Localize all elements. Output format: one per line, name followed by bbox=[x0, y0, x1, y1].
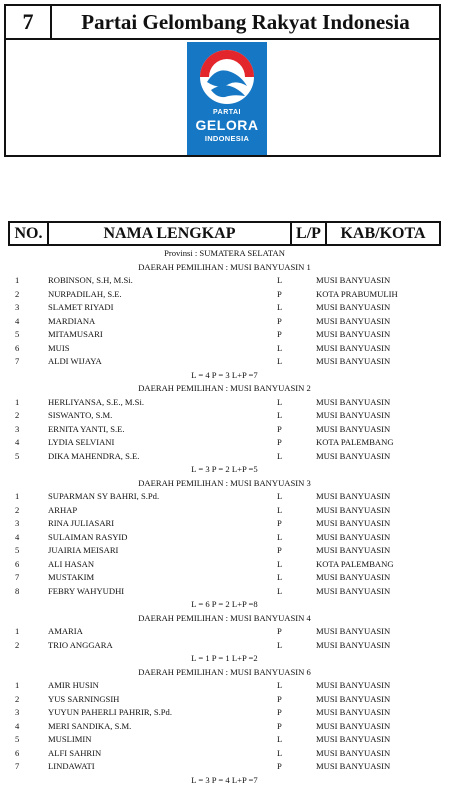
candidate-regency: KOTA PRABUMULIH bbox=[316, 288, 398, 299]
row-number: 4 bbox=[15, 315, 20, 326]
candidate-name: AMARIA bbox=[48, 626, 83, 636]
candidate-name: MUSTAKIM bbox=[48, 572, 95, 582]
row-number: 1 bbox=[15, 275, 20, 285]
candidate-name: LYDIA SELVIANI bbox=[48, 437, 115, 447]
table-row bbox=[0, 639, 449, 653]
row-number: 5 bbox=[15, 545, 20, 555]
candidate-regency: MUSI BANYUASIN bbox=[316, 302, 391, 312]
row-number: 2 bbox=[15, 693, 20, 704]
candidate-name: NURPADILAH, S.E. bbox=[48, 288, 122, 299]
table-row bbox=[0, 490, 449, 504]
candidate-name: MITAMUSARI bbox=[48, 329, 103, 339]
candidate-regency: MUSI BANYUASIN bbox=[316, 639, 391, 650]
candidate-regency: MUSI BANYUASIN bbox=[316, 450, 391, 461]
candidate-regency: MUSI BANYUASIN bbox=[316, 410, 391, 420]
candidate-name: ROBINSON, S.H, M.Si. bbox=[48, 275, 133, 285]
candidate-name: YUS SARNINGSIH bbox=[48, 693, 120, 704]
row-number: 4 bbox=[15, 437, 20, 447]
row-number: 5 bbox=[15, 450, 20, 461]
candidate-gender: L bbox=[277, 585, 283, 596]
table-row bbox=[0, 544, 449, 558]
table-row bbox=[0, 328, 449, 342]
candidate-name: SULAIMAN RASYID bbox=[48, 531, 128, 542]
candidate-gender: L bbox=[277, 302, 283, 312]
candidate-gender: P bbox=[277, 693, 282, 704]
district-summary: L = 1 P = 1 L+P =2 bbox=[191, 653, 258, 663]
candidate-gender: L bbox=[277, 531, 283, 542]
candidate-name: HERLIYANSA, S.E., M.Si. bbox=[48, 396, 144, 407]
candidate-gender: L bbox=[277, 572, 283, 582]
candidate-name: SLAMET RIYADI bbox=[48, 302, 114, 312]
row-number: 3 bbox=[15, 302, 20, 312]
district-title: DAERAH PEMILIHAN : MUSI BANYUASIN 6 bbox=[138, 666, 311, 677]
party-number: 7 bbox=[6, 6, 52, 38]
candidate-regency: MUSI BANYUASIN bbox=[316, 680, 391, 690]
candidate-name: ARHAP bbox=[48, 504, 78, 515]
row-number: 2 bbox=[15, 504, 20, 515]
table-row bbox=[0, 301, 449, 315]
row-number: 5 bbox=[15, 329, 20, 339]
candidate-name: JUAIRIA MEISARI bbox=[48, 545, 119, 555]
candidate-name: TRIO ANGGARA bbox=[48, 639, 113, 650]
table-row bbox=[0, 571, 449, 585]
table-row bbox=[0, 504, 449, 518]
candidate-name: AMIR HUSIN bbox=[48, 680, 99, 690]
candidate-gender: P bbox=[277, 761, 282, 771]
party-title-bar bbox=[6, 6, 439, 40]
table-row bbox=[0, 733, 449, 747]
candidate-gender: L bbox=[277, 734, 283, 744]
candidate-regency: MUSI BANYUASIN bbox=[316, 531, 391, 542]
candidate-regency: MUSI BANYUASIN bbox=[316, 693, 391, 704]
candidate-regency: MUSI BANYUASIN bbox=[316, 329, 391, 339]
candidate-regency: MUSI BANYUASIN bbox=[316, 396, 391, 407]
party-name: Partai Gelombang Rakyat Indonesia bbox=[81, 9, 410, 34]
header-no: NO. bbox=[10, 223, 49, 244]
candidate-gender: L bbox=[277, 450, 283, 461]
candidate-regency: KOTA PALEMBANG bbox=[316, 558, 394, 569]
row-number: 1 bbox=[15, 396, 20, 407]
candidate-regency: KOTA PALEMBANG bbox=[316, 437, 394, 447]
header-lp: L/P bbox=[292, 223, 327, 244]
candidate-gender: L bbox=[277, 342, 283, 353]
row-number: 6 bbox=[15, 342, 20, 353]
candidate-name: SUPARMAN SY BAHRI, S.Pd. bbox=[48, 491, 160, 501]
table-row bbox=[0, 355, 449, 369]
district-title: DAERAH PEMILIHAN : MUSI BANYUASIN 2 bbox=[138, 383, 311, 393]
district-summary: L = 3 P = 4 L+P =7 bbox=[191, 774, 258, 785]
candidate-list bbox=[0, 247, 449, 787]
candidate-regency: MUSI BANYUASIN bbox=[316, 342, 391, 353]
candidate-regency: MUSI BANYUASIN bbox=[316, 747, 391, 758]
table-row bbox=[0, 558, 449, 572]
header-nama: NAMA LENGKAP bbox=[49, 223, 292, 244]
table-row bbox=[0, 423, 449, 437]
district-summary: L = 3 P = 2 L+P =5 bbox=[191, 464, 258, 474]
table-row bbox=[0, 342, 449, 356]
candidate-gender: L bbox=[277, 410, 283, 420]
table-row bbox=[0, 396, 449, 410]
district-title: DAERAH PEMILIHAN : MUSI BANYUASIN 4 bbox=[138, 612, 311, 623]
candidate-gender: P bbox=[277, 707, 282, 717]
row-number: 3 bbox=[15, 423, 20, 434]
candidate-regency: MUSI BANYUASIN bbox=[316, 734, 391, 744]
candidate-regency: MUSI BANYUASIN bbox=[316, 518, 391, 528]
candidate-name: ALDI WIJAYA bbox=[48, 356, 102, 366]
row-number: 4 bbox=[15, 531, 20, 542]
candidate-gender: L bbox=[277, 504, 283, 515]
candidate-gender: P bbox=[277, 315, 282, 326]
candidate-name: MUSLIMIN bbox=[48, 734, 92, 744]
logo-text-indonesia: INDONESIA bbox=[204, 134, 250, 143]
table-row bbox=[0, 450, 449, 464]
header-kab: KAB/KOTA bbox=[340, 224, 426, 242]
row-number: 1 bbox=[15, 626, 20, 636]
table-row bbox=[0, 585, 449, 599]
candidate-gender: L bbox=[277, 356, 283, 366]
row-number: 6 bbox=[15, 558, 20, 569]
candidate-name: RINA JULIASARI bbox=[48, 518, 115, 528]
province-label: Provinsi : SUMATERA SELATAN bbox=[164, 248, 285, 258]
table-row bbox=[0, 747, 449, 761]
candidate-gender: P bbox=[277, 329, 282, 339]
row-number: 3 bbox=[15, 707, 20, 717]
row-number: 7 bbox=[15, 572, 20, 582]
gelora-logo bbox=[187, 42, 267, 155]
row-number: 6 bbox=[15, 747, 20, 758]
table-row bbox=[0, 760, 449, 774]
row-number: 1 bbox=[15, 491, 20, 501]
table-row bbox=[0, 693, 449, 707]
candidate-name: SISWANTO, S.M. bbox=[48, 410, 113, 420]
row-number: 7 bbox=[15, 761, 20, 771]
candidate-gender: P bbox=[277, 626, 282, 636]
district-summary: L = 6 P = 2 L+P =8 bbox=[191, 599, 258, 609]
row-number: 2 bbox=[15, 410, 20, 420]
candidate-regency: MUSI BANYUASIN bbox=[316, 572, 391, 582]
candidate-regency: MUSI BANYUASIN bbox=[316, 720, 391, 731]
candidate-regency: MUSI BANYUASIN bbox=[316, 626, 391, 636]
table-row bbox=[0, 531, 449, 545]
table-row bbox=[0, 625, 449, 639]
row-number: 5 bbox=[15, 734, 20, 744]
candidate-name: ERNITA YANTI, S.E. bbox=[48, 423, 125, 434]
table-row bbox=[0, 288, 449, 302]
row-number: 2 bbox=[15, 639, 20, 650]
candidate-name: MARDIANA bbox=[48, 315, 96, 326]
district-title: DAERAH PEMILIHAN : MUSI BANYUASIN 3 bbox=[138, 477, 311, 488]
candidate-name: DIKA MAHENDRA, S.E. bbox=[48, 450, 140, 461]
table-row bbox=[0, 436, 449, 450]
row-number: 8 bbox=[15, 585, 20, 596]
candidate-regency: MUSI BANYUASIN bbox=[316, 356, 391, 366]
candidate-gender: P bbox=[277, 423, 282, 434]
row-number: 3 bbox=[15, 518, 20, 528]
table-row bbox=[0, 315, 449, 329]
table-row bbox=[0, 274, 449, 288]
candidate-regency: MUSI BANYUASIN bbox=[316, 707, 391, 717]
candidate-regency: MUSI BANYUASIN bbox=[316, 275, 391, 285]
candidate-gender: L bbox=[277, 639, 283, 650]
candidate-regency: MUSI BANYUASIN bbox=[316, 423, 391, 434]
candidate-name: MUIS bbox=[48, 342, 70, 353]
table-header bbox=[8, 221, 441, 246]
candidate-name: ALI HASAN bbox=[48, 558, 95, 569]
candidate-regency: MUSI BANYUASIN bbox=[316, 491, 391, 501]
candidate-regency: MUSI BANYUASIN bbox=[316, 761, 391, 771]
candidate-name: LINDAWATI bbox=[48, 761, 95, 771]
candidate-gender: P bbox=[277, 518, 282, 528]
candidate-gender: L bbox=[277, 747, 283, 758]
table-row bbox=[0, 409, 449, 423]
candidate-gender: L bbox=[277, 275, 283, 285]
candidate-regency: MUSI BANYUASIN bbox=[316, 545, 391, 555]
candidate-gender: P bbox=[277, 545, 282, 555]
candidate-name: FEBRY WAHYUDHI bbox=[48, 585, 125, 596]
candidate-regency: MUSI BANYUASIN bbox=[316, 585, 391, 596]
row-number: 2 bbox=[15, 288, 20, 299]
logo-text-gelora: GELORA bbox=[195, 117, 259, 133]
candidate-gender: L bbox=[277, 558, 283, 569]
candidate-gender: P bbox=[277, 720, 282, 731]
candidate-gender: P bbox=[277, 288, 282, 299]
candidate-gender: P bbox=[277, 437, 282, 447]
row-number: 7 bbox=[15, 356, 20, 366]
table-row bbox=[0, 720, 449, 734]
candidate-name: YUYUN PAHERLI PAHRIR, S.Pd. bbox=[48, 707, 172, 717]
candidate-regency: MUSI BANYUASIN bbox=[316, 504, 391, 515]
candidate-gender: L bbox=[277, 491, 283, 501]
candidate-regency: MUSI BANYUASIN bbox=[316, 315, 391, 326]
table-row bbox=[0, 706, 449, 720]
row-number: 4 bbox=[15, 720, 20, 731]
district-summary: L = 4 P = 3 L+P =7 bbox=[191, 369, 258, 380]
candidate-gender: L bbox=[277, 680, 283, 690]
district-title: DAERAH PEMILIHAN : MUSI BANYUASIN 1 bbox=[138, 261, 311, 272]
candidate-name: MERI SANDIKA, S.M. bbox=[48, 720, 132, 731]
candidate-name: ALFI SAHRIN bbox=[48, 747, 102, 758]
candidate-gender: L bbox=[277, 396, 283, 407]
table-row bbox=[0, 679, 449, 693]
row-number: 1 bbox=[15, 680, 20, 690]
logo-text-partai: PARTAI bbox=[212, 109, 242, 116]
table-row bbox=[0, 517, 449, 531]
